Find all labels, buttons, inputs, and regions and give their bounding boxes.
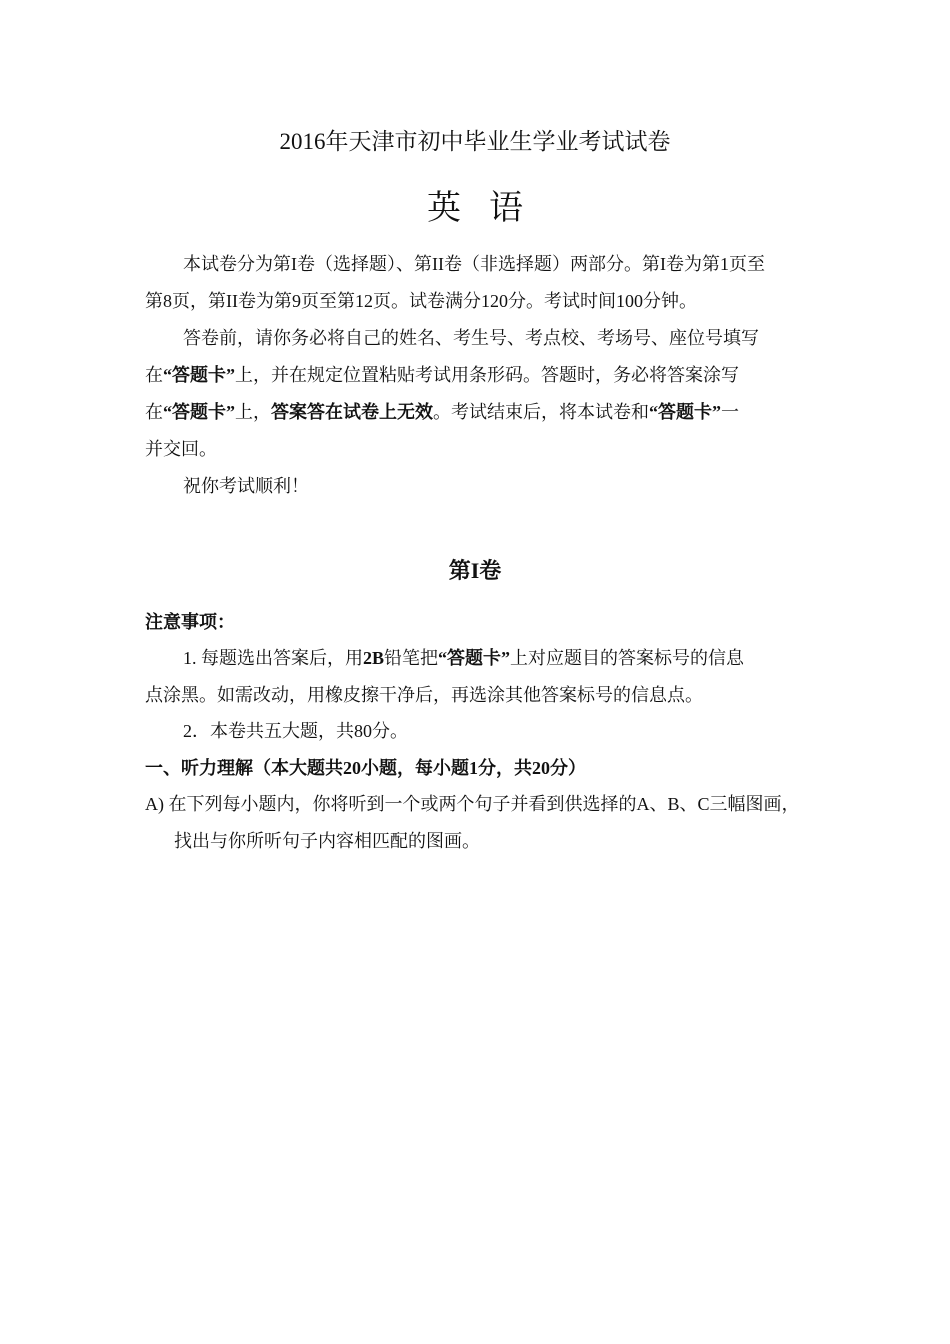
intro-paragraph-2-line-4: 并交回。: [145, 439, 217, 459]
answer-card-term: “答题卡”: [163, 365, 235, 385]
section-title: 第I卷: [448, 558, 502, 583]
part-a-instruction-line-1: A) 在下列每小题内，你将听到一个或两个句子并看到供选择的A、B、C三幅图画，: [145, 794, 800, 814]
answer-card-term: “答题卡”: [438, 648, 511, 668]
notice-item-2: 2．本卷共五大题，共80分。: [183, 721, 408, 741]
answer-card-term: “答题卡”: [163, 402, 235, 422]
intro-paragraph-2-line-2: [145, 362, 739, 388]
text: 上对应题目的答案标号的信息: [510, 648, 745, 668]
good-luck-wish: 祝你考试顺利！: [183, 476, 309, 496]
part-a-instruction-line-2: 找出与你所听句子内容相匹配的图画。: [174, 831, 480, 851]
answer-card-term: “答题卡”: [649, 402, 721, 422]
notice-item-1-line-2: 点涂黑。如需改动，用橡皮擦干净后，再选涂其他答案标号的信息点。: [145, 685, 703, 705]
notice-label-text: 注意事项：: [145, 612, 235, 632]
intro-paragraph-1-line-1: 本试卷分为第I卷（选择题）、第II卷（非选择题）两部分。第I卷为第1页至: [183, 254, 765, 274]
exam-title: 2016年天津市初中毕业生学业考试试卷: [279, 129, 671, 154]
notice-item-1-line-1: [183, 645, 744, 671]
part-1-heading: [145, 755, 586, 781]
text: 在: [145, 365, 163, 385]
text: 一: [721, 402, 739, 422]
text: 。考试结束后，将本试卷和: [433, 402, 649, 422]
text: 在: [145, 402, 163, 422]
invalid-answer-warning: 答案答在试卷上无效: [271, 402, 433, 422]
text: 上，并在规定位置粘贴考试用条形码。答题时，务必将答案涂写: [235, 365, 739, 385]
intro-paragraph-2-line-3: [145, 399, 739, 425]
intro-paragraph-2-line-1: 答卷前，请你务必将自己的姓名、考生号、考点校、考场号、座位号填写: [183, 328, 759, 348]
subject-title: 英语: [427, 188, 551, 228]
pencil-type: 2B: [363, 648, 385, 668]
text: 上，: [235, 402, 271, 422]
intro-paragraph-1-line-2: 第8页，第II卷为第9页至第12页。试卷满分120分。考试时间100分钟。: [145, 291, 697, 311]
text: 铅笔把: [384, 648, 439, 668]
part-1-heading-text: 一、听力理解（本大题共20小题，每小题1分，共20分）: [145, 758, 586, 778]
notice-label: [145, 609, 235, 635]
text: 1. 每题选出答案后，用: [183, 648, 363, 668]
